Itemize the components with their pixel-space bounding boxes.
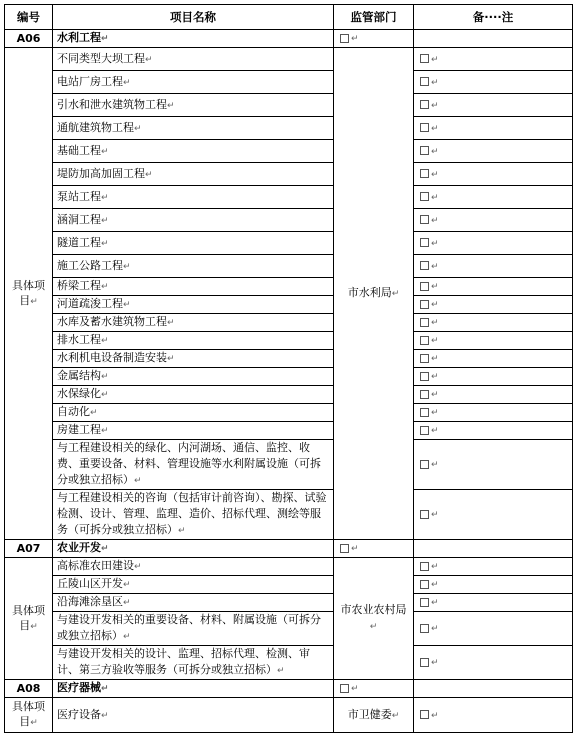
category-row: [5, 540, 573, 558]
item-text: 泵站工程: [57, 189, 101, 203]
category-row: [5, 30, 573, 48]
checkbox-icon[interactable]: [420, 123, 429, 132]
return-mark: ↵: [101, 146, 109, 157]
item-text: 不同类型大坝工程: [57, 51, 145, 65]
return-mark: ↵: [431, 562, 439, 572]
return-mark: ↵: [101, 372, 109, 382]
return-mark: ↵: [167, 354, 175, 364]
return-mark: ↵: [101, 215, 109, 226]
dept-cell: [334, 48, 414, 540]
checkbox-icon[interactable]: [420, 354, 429, 363]
checkbox-icon[interactable]: [420, 169, 429, 178]
return-mark: ↵: [101, 684, 109, 694]
return-mark: ↵: [431, 77, 439, 88]
note-checkbox-cell: [414, 490, 573, 540]
return-mark: ↵: [431, 146, 439, 157]
return-mark: ↵: [431, 598, 439, 608]
table-row: [5, 368, 573, 386]
return-mark: ↵: [134, 476, 142, 486]
note-checkbox-cell: [414, 368, 573, 386]
item-name: [53, 490, 334, 540]
header-note: 备····注: [414, 5, 573, 30]
checkbox-icon[interactable]: [420, 146, 429, 155]
checkbox-icon[interactable]: [420, 658, 429, 667]
note-checkbox-cell: [414, 440, 573, 490]
item-text: 金属结构: [57, 369, 101, 382]
note-checkbox-cell: [414, 117, 573, 140]
return-mark: ↵: [123, 77, 131, 88]
side-label-text: 具体项目: [12, 700, 45, 728]
side-label: [5, 698, 53, 733]
item-name: [53, 296, 334, 314]
note-checkbox-cell: [414, 278, 573, 296]
table-row: [5, 646, 573, 680]
checkbox-icon[interactable]: [420, 215, 429, 224]
item-text: 水保绿化: [57, 387, 101, 400]
project-table: [4, 4, 573, 733]
return-mark: ↵: [431, 261, 439, 272]
return-mark: ↵: [351, 544, 359, 554]
return-mark: ↵: [167, 318, 175, 328]
checkbox-icon[interactable]: [420, 598, 429, 607]
dept-text: 市水利局: [347, 286, 392, 299]
note-cell: [414, 30, 573, 48]
section-category: 农业开发↵: [53, 540, 334, 558]
item-name: [53, 48, 334, 71]
table-row: [5, 140, 573, 163]
item-name: [53, 594, 334, 612]
item-text: 引水和泄水建筑物工程: [57, 97, 167, 111]
table-body: [5, 30, 573, 733]
checkbox-icon[interactable]: [420, 318, 429, 327]
table-row: [5, 612, 573, 646]
return-mark: ↵: [30, 296, 38, 307]
item-text: 高标准农田建设: [57, 559, 134, 572]
note-checkbox-cell: [414, 314, 573, 332]
note-checkbox-cell: [414, 186, 573, 209]
return-mark: ↵: [167, 100, 175, 111]
item-text: 水利机电设备制造安装: [57, 351, 167, 364]
item-text: 医疗设备: [57, 707, 101, 721]
return-mark: ↵: [431, 510, 439, 520]
return-mark: ↵: [431, 192, 439, 203]
item-text: 排水工程: [57, 333, 101, 346]
side-label: [5, 558, 53, 680]
item-name: [53, 255, 334, 278]
return-mark: ↵: [101, 34, 109, 44]
return-mark: ↵: [431, 372, 439, 382]
item-text: 基础工程: [57, 143, 101, 157]
return-mark: ↵: [431, 390, 439, 400]
item-name: [53, 404, 334, 422]
return-mark: ↵: [90, 408, 98, 418]
return-mark: ↵: [101, 238, 109, 249]
section-category: 医疗器械↵: [53, 680, 334, 698]
note-checkbox-cell: [414, 576, 573, 594]
item-name: [53, 163, 334, 186]
table-row: [5, 332, 573, 350]
return-mark: ↵: [431, 336, 439, 346]
dept-text: 市农业农村局: [340, 603, 407, 616]
table-row: [5, 209, 573, 232]
item-name: [53, 140, 334, 163]
checkbox-icon[interactable]: [420, 372, 429, 381]
item-name: [53, 94, 334, 117]
return-mark: ↵: [101, 544, 109, 554]
item-name: [53, 386, 334, 404]
table-row: [5, 94, 573, 117]
return-mark: ↵: [431, 282, 439, 292]
table-row: [5, 71, 573, 94]
table-row: [5, 386, 573, 404]
note-checkbox-cell: [414, 594, 573, 612]
item-name: [53, 698, 334, 733]
checkbox-icon[interactable]: [420, 300, 429, 309]
note-checkbox-cell: [414, 163, 573, 186]
return-mark: ↵: [431, 300, 439, 310]
return-mark: ↵: [134, 123, 142, 134]
return-mark: ↵: [431, 658, 439, 668]
side-label: [5, 48, 53, 540]
item-name: [53, 278, 334, 296]
item-text: 与建设开发相关的设计、监理、招标代理、检测、审计、第三方验收等服务（可拆分或独立招标）: [57, 647, 310, 676]
return-mark: ↵: [101, 426, 109, 436]
dept-checkbox-cell: [334, 30, 414, 48]
checkbox-icon[interactable]: [420, 562, 429, 571]
item-text: 隧道工程: [57, 235, 101, 249]
note-checkbox-cell: [414, 404, 573, 422]
return-mark: ↵: [123, 598, 131, 608]
section-code: A07: [5, 540, 53, 558]
note-checkbox-cell: [414, 612, 573, 646]
table-row: [5, 278, 573, 296]
item-text: 与建设开发相关的重要设备、材料、附属设施（可拆分或独立招标）: [57, 613, 321, 642]
item-name: [53, 117, 334, 140]
return-mark: ↵: [101, 390, 109, 400]
note-checkbox-cell: [414, 232, 573, 255]
item-text: 水库及蓄水建筑物工程: [57, 315, 167, 328]
checkbox-icon[interactable]: [420, 238, 429, 247]
return-mark: ↵: [431, 123, 439, 134]
table-row: [5, 232, 573, 255]
return-mark: ↵: [431, 54, 439, 65]
return-mark: ↵: [431, 100, 439, 111]
note-checkbox-cell: [414, 698, 573, 733]
table-row: [5, 255, 573, 278]
dept-text: 市卫健委: [347, 707, 392, 721]
section-code: A08: [5, 680, 53, 698]
item-text: 房建工程: [57, 423, 101, 436]
return-mark: ↵: [431, 624, 439, 634]
item-text: 涵洞工程: [57, 212, 101, 226]
item-name: [53, 232, 334, 255]
return-mark: ↵: [351, 684, 359, 694]
return-mark: ↵: [30, 718, 38, 728]
return-mark: ↵: [123, 300, 131, 310]
dept-checkbox-cell: [334, 680, 414, 698]
return-mark: ↵: [101, 336, 109, 346]
return-mark: ↵: [101, 192, 109, 203]
table-row: [5, 186, 573, 209]
note-checkbox-cell: [414, 350, 573, 368]
table-row: [5, 48, 573, 71]
table-row: [5, 163, 573, 186]
return-mark: ↵: [101, 710, 109, 721]
table-row: [5, 576, 573, 594]
return-mark: ↵: [145, 169, 153, 180]
item-text: 沿海滩涂垦区: [57, 595, 123, 608]
checkbox-icon[interactable]: [340, 34, 349, 43]
item-name: [53, 368, 334, 386]
return-mark: ↵: [277, 666, 285, 676]
header-dept: 监管部门: [334, 5, 414, 30]
return-mark: ↵: [123, 632, 131, 642]
note-checkbox-cell: [414, 255, 573, 278]
item-name: [53, 422, 334, 440]
table-row: [5, 350, 573, 368]
item-name: [53, 71, 334, 94]
table-row: [5, 296, 573, 314]
checkbox-icon[interactable]: [340, 544, 349, 553]
table-row: [5, 314, 573, 332]
note-cell: [414, 540, 573, 558]
table-row: [5, 440, 573, 490]
table-row: [5, 558, 573, 576]
return-mark: ↵: [431, 710, 439, 721]
checkbox-icon[interactable]: [420, 408, 429, 417]
return-mark: ↵: [145, 54, 153, 65]
note-checkbox-cell: [414, 48, 573, 71]
item-text: 与工程建设相关的绿化、内河湖场、通信、监控、收费、重要设备、材料、管理设施等水利附属设施（可拆分或独立招标）: [57, 441, 321, 486]
checkbox-icon[interactable]: [340, 684, 349, 693]
item-name: [53, 558, 334, 576]
table-row: [5, 698, 573, 733]
note-cell: [414, 680, 573, 698]
return-mark: ↵: [351, 34, 359, 44]
item-text: 河道疏浚工程: [57, 297, 123, 310]
note-checkbox-cell: [414, 558, 573, 576]
checkbox-icon[interactable]: [420, 192, 429, 201]
section-category: 水利工程↵: [53, 30, 334, 48]
checkbox-icon[interactable]: [420, 54, 429, 63]
header-row: [5, 5, 573, 30]
return-mark: ↵: [30, 621, 38, 632]
category-row: [5, 680, 573, 698]
table-row: [5, 404, 573, 422]
checkbox-icon[interactable]: [420, 282, 429, 291]
return-mark: ↵: [431, 426, 439, 436]
return-mark: ↵: [134, 562, 142, 572]
return-mark: ↵: [431, 408, 439, 418]
item-text: 与工程建设相关的咨询（包括审计前咨询）、勘探、试验检测、设计、管理、监理、造价、招标代理、测绘等服务（可拆分或独立招标）: [57, 491, 327, 536]
checkbox-icon[interactable]: [420, 624, 429, 633]
note-checkbox-cell: [414, 386, 573, 404]
table-row: [5, 490, 573, 540]
return-mark: ↵: [123, 580, 131, 590]
item-name: [53, 186, 334, 209]
checkbox-icon[interactable]: [420, 580, 429, 589]
item-name: [53, 332, 334, 350]
side-label-text: 具体项目: [12, 278, 45, 307]
item-text: 自动化: [57, 405, 90, 418]
note-checkbox-cell: [414, 71, 573, 94]
item-name: [53, 612, 334, 646]
note-checkbox-cell: [414, 296, 573, 314]
return-mark: ↵: [369, 622, 378, 632]
checkbox-icon[interactable]: [420, 460, 429, 469]
note-checkbox-cell: [414, 332, 573, 350]
return-mark: ↵: [431, 354, 439, 364]
checkbox-icon[interactable]: [420, 336, 429, 345]
item-name: [53, 440, 334, 490]
note-checkbox-cell: [414, 646, 573, 680]
table-row: [5, 594, 573, 612]
note-checkbox-cell: [414, 94, 573, 117]
return-mark: ↵: [391, 289, 400, 299]
item-text: 施工公路工程: [57, 258, 123, 272]
item-text: 电站厂房工程: [57, 74, 123, 88]
side-label-text: 具体项目: [12, 603, 45, 632]
checkbox-icon[interactable]: [420, 100, 429, 109]
dept-checkbox-cell: [334, 540, 414, 558]
checkbox-icon[interactable]: [420, 426, 429, 435]
checkbox-icon[interactable]: [420, 77, 429, 86]
return-mark: ↵: [391, 710, 400, 721]
item-text: 通航建筑物工程: [57, 120, 134, 134]
table-row: [5, 422, 573, 440]
item-name: [53, 209, 334, 232]
return-mark: ↵: [431, 580, 439, 590]
section-code: A06: [5, 30, 53, 48]
return-mark: ↵: [431, 460, 439, 470]
table-row: [5, 117, 573, 140]
return-mark: ↵: [431, 238, 439, 249]
return-mark: ↵: [431, 215, 439, 226]
return-mark: ↵: [431, 169, 439, 180]
item-text: 桥梁工程: [57, 279, 101, 292]
return-mark: ↵: [123, 261, 131, 272]
dept-cell: [334, 698, 414, 733]
note-checkbox-cell: [414, 140, 573, 163]
note-checkbox-cell: [414, 422, 573, 440]
return-mark: ↵: [431, 318, 439, 328]
item-name: [53, 576, 334, 594]
return-mark: ↵: [178, 526, 186, 536]
item-text: 丘陵山区开发: [57, 577, 123, 590]
checkbox-icon[interactable]: [420, 510, 429, 519]
header-name: 项目名称: [53, 5, 334, 30]
item-name: [53, 350, 334, 368]
checkbox-icon[interactable]: [420, 710, 429, 719]
header-code: 编号: [5, 5, 53, 30]
checkbox-icon[interactable]: [420, 261, 429, 270]
note-checkbox-cell: [414, 209, 573, 232]
item-name: [53, 646, 334, 680]
return-mark: ↵: [101, 282, 109, 292]
item-name: [53, 314, 334, 332]
dept-cell: [334, 558, 414, 680]
item-text: 堤防加高加固工程: [57, 166, 145, 180]
checkbox-icon[interactable]: [420, 390, 429, 399]
